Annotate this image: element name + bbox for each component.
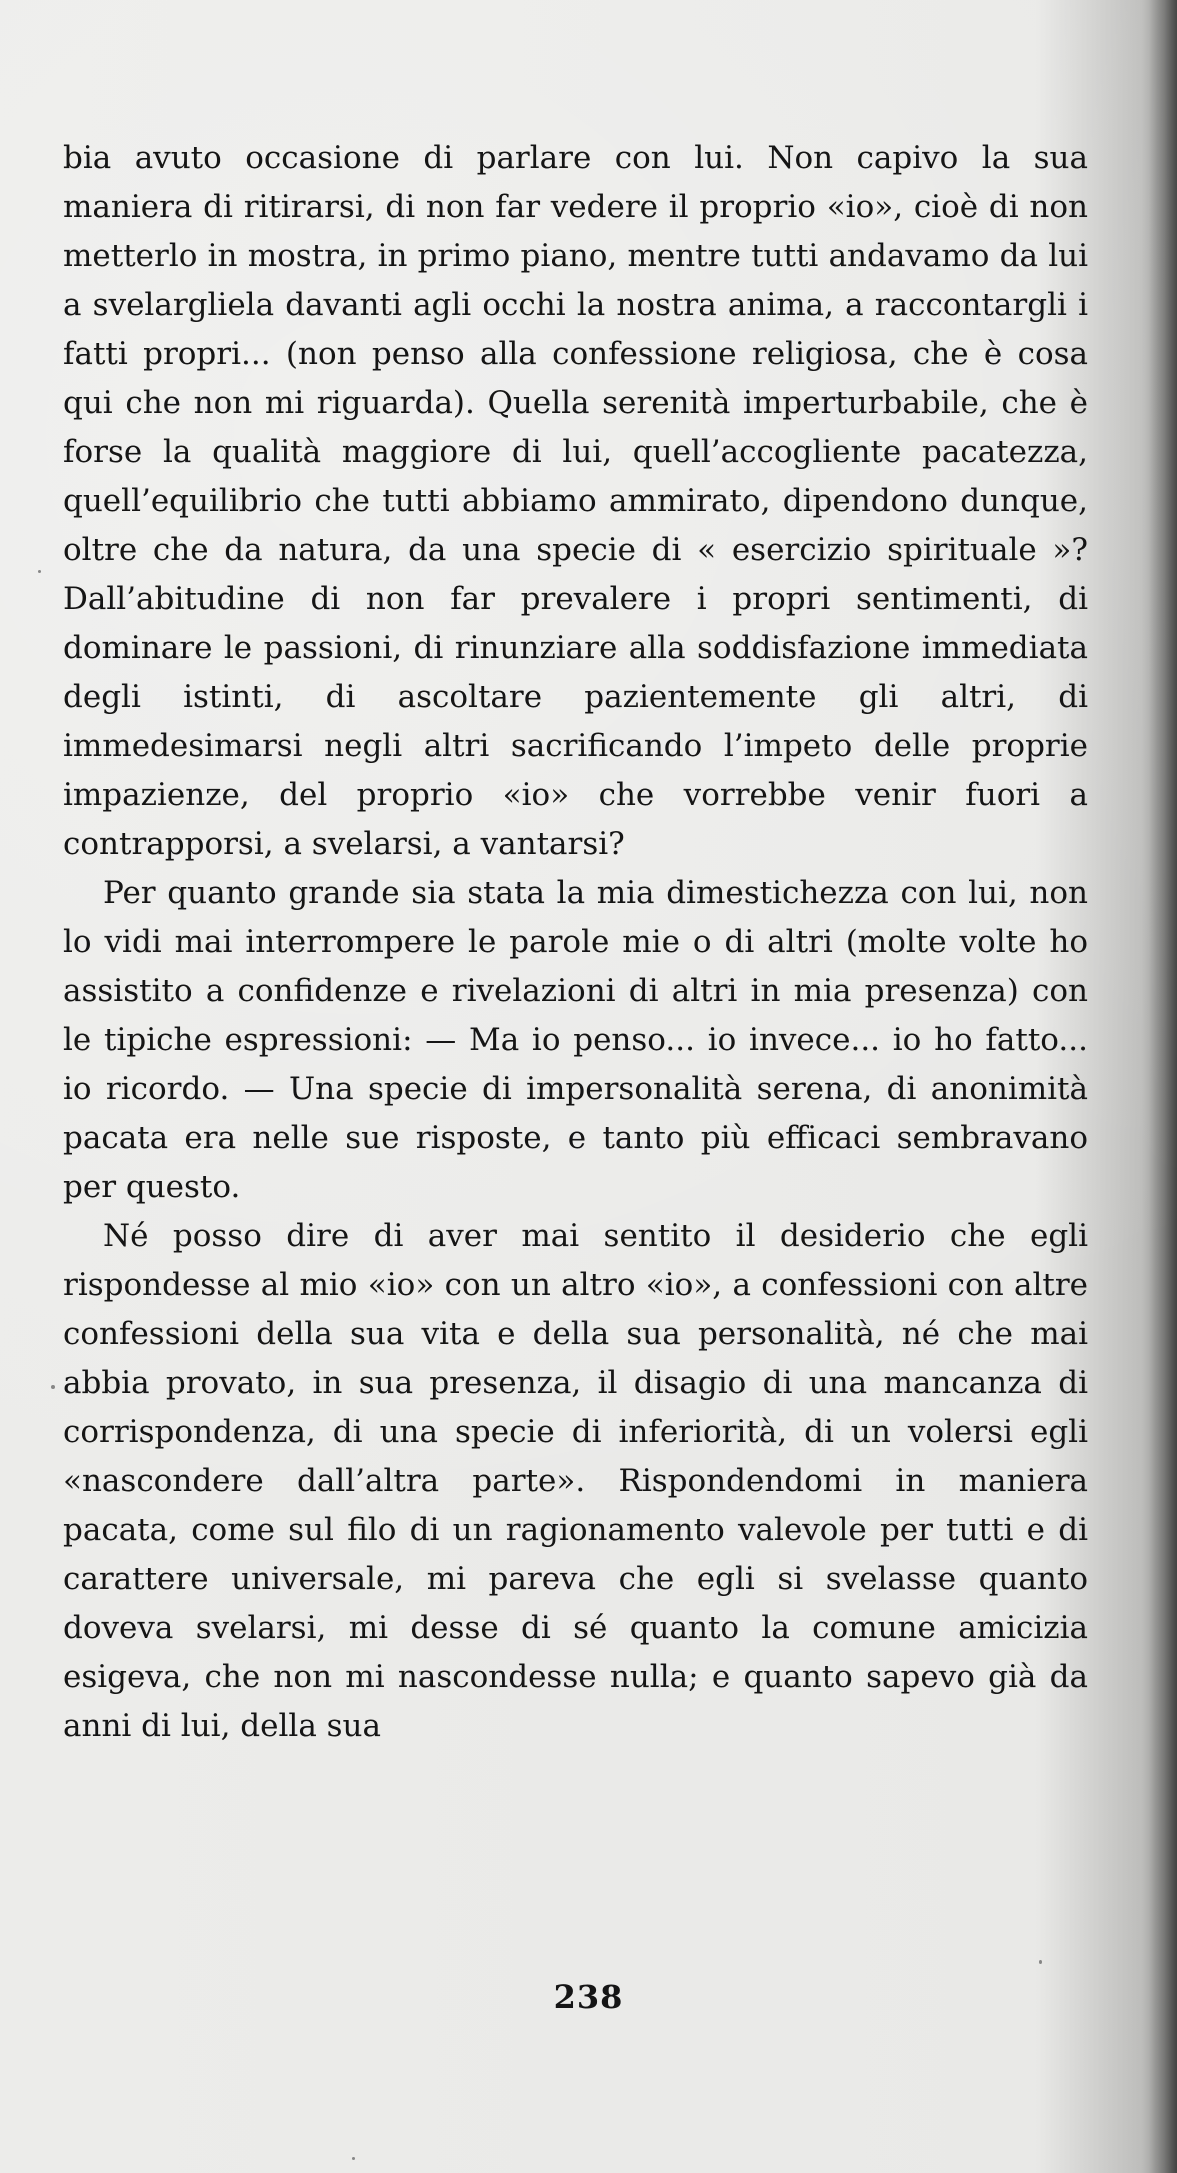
paragraph-3: Né posso dire di aver mai sentito il desiderio che egli rispondesse al mio «io» con un altro «io», a confessioni con altre confessioni della sua vita e della sua personalità, né che mai abbia provato, in sua presenza, il disagio di una mancanza di corrispondenza, di una specie di inferiorità, di un volersi egli «nascondere dall’altra parte». Rispondendomi in maniera pacata, come sul filo di un ragionamento valevole per tutti e di carattere universale, mi pareva che egli si svelasse quanto doveva svelarsi, mi desse di sé quanto la comune amicizia esigeva, che non mi nascondesse nulla; e quanto sapevo già da anni di lui, della sua [63,1218,1088,1744]
body-text [63,134,1088,1751]
page-number: 238 [553,1978,624,2016]
page-edge-shadow [1149,0,1177,2173]
paper-speck [352,2157,355,2160]
paragraph-1: bia avuto occasione di parlare con lui. Non capivo la sua maniera di ritirarsi, di non far vedere il proprio «io», cioè di non metterlo in mostra, in primo piano, mentre tutti andavamo da lui a svelargliela davanti agli occhi la nostra anima, a raccontargli i fatti propri... (non penso alla confessione religiosa, che è cosa qui che non mi riguarda). Quella serenità imperturbabile, che è forse la qualità maggiore di lui, quell’accogliente pacatezza, quell’equilibrio che tutti abbiamo ammirato, dipendono dunque, oltre che da natura, da una specie di « esercizio spirituale »? Dall’abitudine di non far prevalere i propri sentimenti, di dominare le passioni, di rinunziare alla soddisfazione immediata degli istinti, di ascoltare pazientemente gli altri, di immedesimarsi negli altri sacrificando l’impeto delle proprie impazienze, del proprio «io» che vorrebbe venir fuori a contrapporsi, a svelarsi, a vantarsi? [63,140,1088,862]
paragraph-2: Per quanto grande sia stata la mia dimestichezza con lui, non lo vidi mai interrompere le parole mie o di altri (molte volte ho assistito a confidenze e rivelazioni di altri in mia presenza) con le tipiche espressioni: — Ma io penso... io invece... io ho fatto... io ricordo. — Una specie di impersonalità serena, di anonimità pacata era nelle sue risposte, e tanto più efficaci sembravano per questo. [63,875,1088,1205]
paper-speck [38,570,41,573]
paper-speck [51,1385,55,1389]
paper-speck [1039,1960,1042,1964]
